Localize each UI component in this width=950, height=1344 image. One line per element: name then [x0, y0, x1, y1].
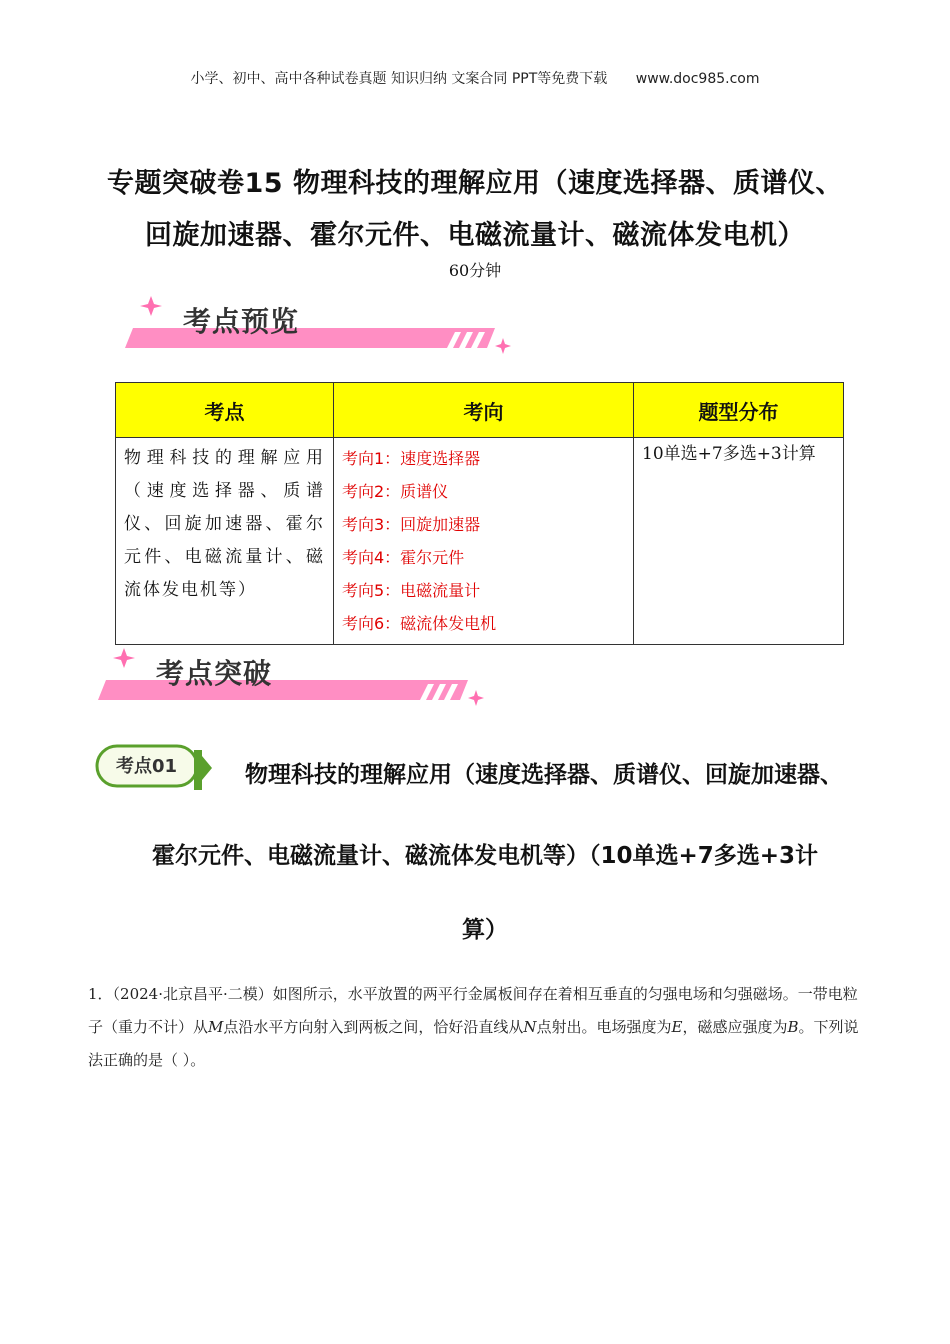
- knowledge-point-title: [100, 750, 870, 960]
- direction-item: 考向3：回旋加速器: [342, 515, 481, 534]
- direction-item: 考向2：质谱仪: [342, 482, 449, 501]
- table-header-row: [116, 383, 844, 438]
- table-row: [116, 438, 844, 645]
- question-text-d: ，磁感应强度为: [682, 1018, 788, 1036]
- kp-title-line-3: 算）: [462, 917, 508, 943]
- breakthrough-banner: [98, 644, 488, 714]
- preview-banner: [125, 292, 515, 362]
- tag-label: 考点01: [116, 756, 178, 777]
- kp-title-line-1: 物理科技的理解应用（速度选择器、质谱仪、回旋加速器、: [245, 762, 843, 788]
- question-text-e: 。下列说法正确的是（ ）。: [88, 1018, 859, 1069]
- overview-table: [115, 382, 844, 645]
- var-n: N: [523, 1018, 537, 1036]
- direction-item: 考向6：磁流体发电机: [342, 614, 497, 633]
- var-b: B: [787, 1018, 799, 1036]
- col-header-direction: 考向: [334, 383, 634, 438]
- col-header-topic: 考点: [116, 383, 334, 438]
- direction-item: 考向1：速度选择器: [342, 449, 481, 468]
- header-text: 小学、初中、高中各种试卷真题 知识归纳 文案合同 PPT等免费下载: [190, 71, 608, 87]
- question-text-c: 点射出。电场强度为: [536, 1018, 672, 1036]
- breakthrough-banner-label: 考点突破: [156, 657, 273, 690]
- question-text-a: 如图所示，水平放置的两平行金属板间存在着相互垂直的匀强电场和匀强磁场。一带电粒子（重力不计）从: [88, 985, 858, 1036]
- preview-banner-label: 考点预览: [183, 305, 300, 338]
- question-source: （2024·北京昌平·二模）: [112, 985, 273, 1003]
- page-header: [0, 68, 950, 88]
- kp-title-line-2: 霍尔元件、电磁流量计、磁流体发电机等）（10单选+7多选+3计: [151, 843, 819, 869]
- var-e: E: [671, 1018, 683, 1036]
- title-line-2: 回旋加速器、霍尔元件、电磁流量计、磁流体发电机）: [145, 220, 805, 251]
- question-1: [88, 978, 868, 1077]
- header-site-link[interactable]: www.doc985.com: [635, 71, 760, 87]
- direction-item: 考向5：电磁流量计: [342, 581, 481, 600]
- col-header-distribution: 题型分布: [634, 383, 844, 438]
- topic-cell: 物理科技的理解应用（速度选择器、质谱仪、回旋加速器、霍尔元件、电磁流量计、磁流体发电机等）: [116, 438, 334, 645]
- duration: 60分钟: [448, 261, 502, 280]
- question-text-b: 点沿水平方向射入到两板之间，恰好沿直线从: [223, 1018, 524, 1036]
- title-line-1: 专题突破卷15 物理科技的理解应用（速度选择器、质谱仪、: [107, 168, 843, 199]
- direction-item: 考向4：霍尔元件: [342, 548, 465, 567]
- page-title: [60, 158, 890, 262]
- var-m: M: [208, 1018, 224, 1036]
- direction-cell: [334, 438, 634, 645]
- question-number: 1．: [88, 985, 113, 1003]
- distribution-cell: 10单选+7多选+3计算: [634, 438, 844, 645]
